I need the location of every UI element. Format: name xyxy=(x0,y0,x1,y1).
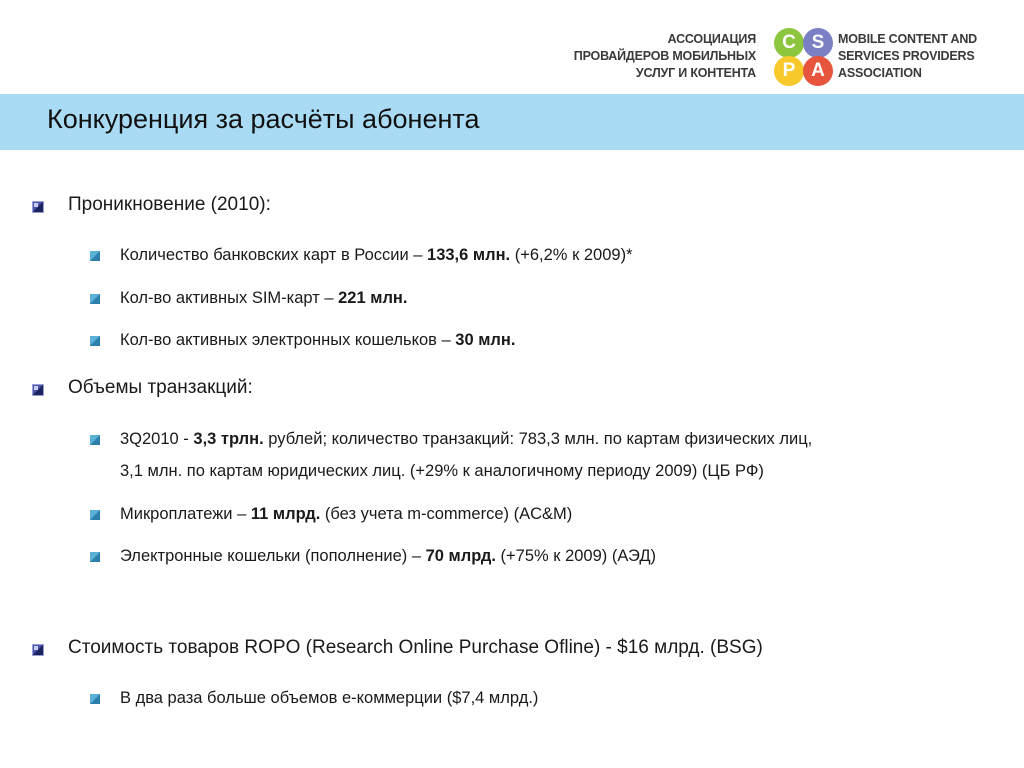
logo-line: ПРОВАЙДЕРОВ МОБИЛЬНЫХ xyxy=(573,49,756,63)
logo-letter-c: C xyxy=(774,28,804,58)
level2-bullet-icon xyxy=(90,435,100,445)
item-value: 11 млрд. xyxy=(250,505,321,523)
item-value: 133,6 млн. xyxy=(427,246,511,264)
list-item xyxy=(120,423,990,487)
item-text: 3Q2010 - xyxy=(120,430,194,448)
item-text: Кол-во активных электронных кошельков – xyxy=(120,331,456,349)
logo-text-russian xyxy=(574,31,756,82)
logo-letter-s: S xyxy=(803,28,833,58)
item-text: Кол-во активных SIM-карт – xyxy=(120,289,339,307)
item-text: (+75% к 2009) (АЭД) xyxy=(495,547,656,565)
level2-bullet-icon xyxy=(90,294,100,304)
list-item xyxy=(120,239,633,271)
title-band xyxy=(0,94,1024,150)
cspa-logo xyxy=(573,28,988,86)
item-text: 3,1 млн. по картам юридических лиц. (+29% к аналогичному периоду 2009) (ЦБ РФ) xyxy=(120,462,764,480)
level1-bullet-icon xyxy=(32,644,44,656)
logo-circles xyxy=(774,28,834,86)
item-text: Электронные кошельки (пополнение) – xyxy=(120,547,426,565)
item-text: Количество банковских карт в России – xyxy=(120,246,428,264)
section-heading: Проникновение (2010): xyxy=(68,194,271,215)
item-value: 3,3 трлн. xyxy=(193,430,264,448)
section-heading: Стоимость товаров ROPO (Research Online Purchase Ofline) - $16 млрд. (BSG) xyxy=(68,637,763,658)
item-value: 70 млрд. xyxy=(425,547,496,565)
level2-bullet-icon xyxy=(90,694,100,704)
page-title: Конкуренция за расчёты абонента xyxy=(47,104,480,134)
list-item xyxy=(120,282,407,314)
level2-bullet-icon xyxy=(90,552,100,562)
item-text: Микроплатежи – xyxy=(120,505,251,523)
logo-text-english xyxy=(838,31,977,82)
item-value: 30 млн. xyxy=(455,331,516,349)
section-heading: Объемы транзакций: xyxy=(68,377,253,398)
item-text: (+6,2% к 2009)* xyxy=(510,246,633,264)
list-item xyxy=(120,498,572,530)
item-text: рублей; количество транзакций: 783,3 млн. по картам физических лиц, xyxy=(263,430,813,448)
item-value: 221 млн. xyxy=(338,289,408,307)
level2-bullet-icon xyxy=(90,251,100,261)
list-item xyxy=(120,540,656,572)
logo-line: УСЛУГ И КОНТЕНТА xyxy=(635,66,756,80)
logo-line: SERVICES PROVIDERS xyxy=(838,49,975,63)
logo-letter-a: A xyxy=(803,56,833,86)
level1-bullet-icon xyxy=(32,384,44,396)
logo-line: ASSOCIATION xyxy=(838,66,922,80)
item-text: (без учета m-commerce) (AC&M) xyxy=(320,505,573,523)
logo-line: АССОЦИАЦИЯ xyxy=(667,32,756,46)
logo-line: MOBILE CONTENT AND xyxy=(838,32,977,46)
level2-bullet-icon xyxy=(90,510,100,520)
logo-letter-p: P xyxy=(774,56,804,86)
list-item: В два раза больше объемов е-коммерции ($7,4 млрд.) xyxy=(120,689,539,707)
level1-bullet-icon xyxy=(32,201,44,213)
level2-bullet-icon xyxy=(90,336,100,346)
list-item xyxy=(120,324,515,356)
